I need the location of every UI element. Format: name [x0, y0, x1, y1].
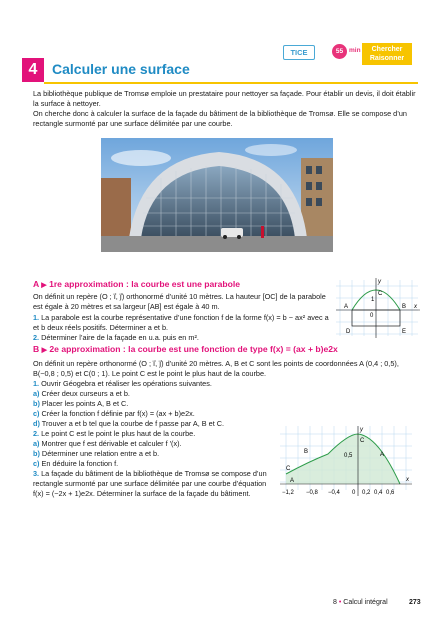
part-b-item	[33, 389, 130, 399]
parabola-graph-svg	[334, 276, 422, 342]
item-text: En déduire la fonction f.	[41, 459, 119, 468]
part-a-line-1: On définit un repère (O ; i⃗, j⃗) orthonormé d’unité 10 mètres. La hauteur [OC] de la parabole	[33, 292, 326, 301]
part-b-question-3-line-2: rectangle surmonté par une surface délimitée par une courbe d’équation	[33, 479, 267, 488]
q-text: Déterminer l’aire de la façade en u.a. puis en m².	[41, 333, 199, 342]
tick-x-1: −1,2	[282, 490, 294, 496]
q-number: 2.	[33, 333, 40, 342]
part-b-item	[33, 459, 118, 469]
axis-y-label: y	[360, 427, 363, 433]
item-number: d)	[33, 419, 40, 428]
item-number: 3.	[33, 469, 40, 478]
point-c2-label: C	[286, 466, 291, 472]
part-b-item	[33, 399, 128, 409]
item-text: Créer deux curseurs a et b.	[41, 389, 130, 398]
q-text: La parabole est la courbe représentative d’une fonction f de la forme f(x) = b − ax² avec a	[41, 313, 329, 322]
tick-x-5: 0,2	[362, 490, 371, 496]
part-a-title: 1re approximation : la courbe est une parabole	[49, 279, 241, 289]
tick-x-2: −0,8	[306, 490, 318, 496]
part-b-line-1: On définit un repère orthonormé (O ; i⃗, j⃗) d’unité 20 mètres. A, B et C sont les points de coordonnées A (0,4 ; 0,5),	[33, 359, 399, 368]
point-a-label: A	[344, 304, 349, 310]
item-number: c)	[33, 459, 40, 468]
tick-x-7: 0,6	[386, 490, 395, 496]
page-number: 273	[409, 599, 421, 606]
item-text: Déterminer une relation entre a et b.	[41, 449, 160, 458]
intro-paragraph-1: La bibliothèque publique de Tromsø emploie un prestataire pour nettoyer sa façade. Pour établir un devis, il doit établir la surface à nettoyer.	[33, 89, 416, 108]
part-b-item	[33, 449, 159, 459]
point-b-label: B	[304, 449, 309, 455]
item-number: a)	[33, 439, 40, 448]
item-number: 2.	[33, 429, 40, 438]
library-photo	[101, 138, 333, 252]
area-under-curve	[286, 434, 400, 484]
point-a2-label: A	[290, 478, 295, 484]
item-text: Ouvrir Géogebra et réaliser les opérations suivantes.	[41, 379, 212, 388]
axis-x-label: x	[406, 477, 409, 483]
part-a-question-1	[33, 313, 329, 323]
point-a-label: A	[380, 452, 385, 458]
library-illustration	[101, 138, 333, 252]
intro-paragraph-2: On cherche donc à calculer la surface de la façade du bâtiment de la bibliothèque de Tromsø. Elle se compose d’un rectangle surmonté par une surface délimitée par une courbe.	[33, 109, 407, 128]
item-text: Le point C est le point le plus haut de la courbe.	[41, 429, 196, 438]
chapter-footer	[333, 599, 388, 606]
tice-badge: TICE	[283, 45, 315, 60]
part-b-item	[33, 469, 267, 479]
item-text: Trouver a et b tel que la courbe de f passe par A, B et C.	[41, 419, 225, 428]
tick-x-6: 0,4	[374, 490, 383, 496]
part-b-title: 2e approximation : la courbe est une fonction de type f(x) = (ax + b)e2x	[49, 344, 338, 354]
timer-unit: min	[349, 47, 361, 54]
part-b-item	[33, 409, 195, 419]
axis-y-label: y	[378, 279, 381, 285]
origin-label: 0	[370, 313, 374, 319]
point-c-label: C	[378, 291, 383, 297]
part-a-line-2: est égale à 20 mètres et sa largeur [AB] est égale à 40 m.	[33, 302, 220, 311]
exercise-number: 4	[22, 58, 44, 82]
part-b-heading	[33, 344, 338, 354]
item-number: 1.	[33, 379, 40, 388]
part-b-item	[33, 429, 195, 439]
badge-line-1: Chercher	[371, 46, 403, 53]
tick-y-05: 0,5	[344, 453, 353, 459]
q-number: 1.	[33, 313, 40, 322]
exponential-graph	[278, 424, 414, 499]
chapter-number: 8	[333, 599, 337, 606]
part-b-item	[33, 439, 182, 449]
item-text: Créer la fonction f définie par f(x) = (ax + b)e2x.	[41, 409, 195, 418]
part-a-question-1-cont: et b deux réels positifs. Déterminer a et b.	[33, 323, 169, 332]
part-a-heading	[33, 279, 240, 289]
footer-separator-icon: •	[338, 599, 342, 606]
title-underline	[44, 82, 418, 84]
point-d-label: D	[346, 329, 351, 335]
chapter-title: Calcul intégral	[343, 599, 388, 606]
part-b-item	[33, 419, 224, 429]
item-number: c)	[33, 409, 40, 418]
badge-line-2: Raisonner	[369, 55, 405, 62]
tick-x-4: 0	[352, 490, 356, 496]
item-number: b)	[33, 399, 40, 408]
part-b-line-2: B(−0,8 ; 0,5) et C(0 ; 1). Le point C est le point le plus haut de la courbe.	[33, 369, 267, 378]
competence-badge	[362, 43, 412, 65]
item-text: Placer les points A, B et C.	[41, 399, 129, 408]
arrow-right-icon: ▶	[41, 282, 47, 289]
item-number: b)	[33, 449, 40, 458]
axis-x-label: x	[414, 304, 417, 310]
timer-badge: 55	[332, 44, 347, 59]
tick-one: 1	[371, 297, 375, 303]
part-a-question-2	[33, 333, 199, 343]
item-number: a)	[33, 389, 40, 398]
parabola-graph	[334, 276, 422, 342]
point-b-label: B	[402, 304, 407, 310]
exponential-graph-svg	[278, 424, 414, 499]
point-c-label: C	[360, 438, 365, 444]
item-text: Montrer que f est dérivable et calculer f ′(x).	[41, 439, 182, 448]
part-a-letter: A	[33, 279, 39, 289]
part-b-question-3-line-3: f(x) = (−2x + 1)e2x. Déterminer la surface de la façade du bâtiment.	[33, 489, 251, 498]
point-e-label: E	[402, 329, 407, 335]
arrow-right-icon: ▶	[41, 347, 47, 354]
exercise-title: Calculer une surface	[52, 61, 190, 77]
item-text: La façade du bâtiment de la bibliothèque de Tromsø se compose d’un	[41, 469, 267, 478]
part-b-item	[33, 379, 212, 389]
part-b-letter: B	[33, 344, 40, 354]
tick-x-3: −0,4	[328, 490, 340, 496]
